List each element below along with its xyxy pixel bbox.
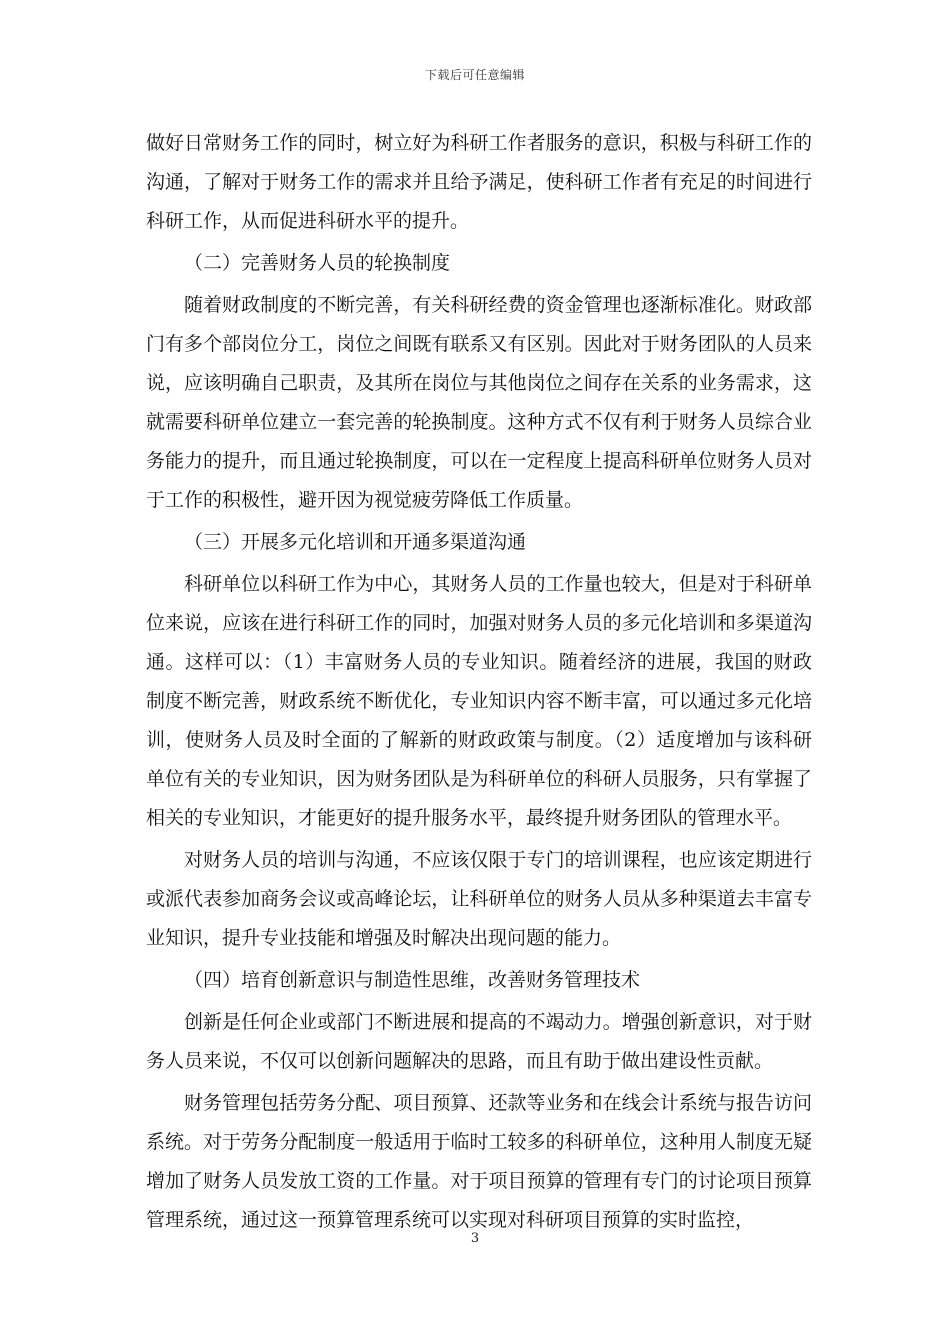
paragraph: 对财务人员的培训与沟通，不应该仅限于专门的培训课程，也应该定期进行或派代表参加商务会议或高峰论坛，让科研单位的财务人员从多种渠道去丰富专业知识，提升专业技能和增强及时解决出现问题的能力。: [146, 849, 812, 949]
page-number: 3: [470, 1231, 480, 1246]
section-heading-3: （三）开展多元化培训和开通多渠道沟通: [184, 531, 527, 553]
paragraph: 科研单位以科研工作为中心，其财务人员的工作量也较大，但是对于科研单位来说，应该在进行科研工作的同时，加强对财务人员的多元化培训和多渠道沟通。这样可以：（1）丰富财务人员的专业知识。随着经济的进展，我国的财政制度不断完善，财政系统不断优化，专业知识内容不断丰富，可以通过多元化培训，使财务人员及时全面的了解新的财政政策与制度。（2）适度增加与该科研单位有关的专业知识，因为财务团队是为科研单位的科研人员服务，只有掌握了相关的专业知识，才能更好的提升服务水平，最终提升财务团队的管理水平。: [146, 573, 812, 829]
section-heading-2: （二）完善财务人员的轮换制度: [184, 252, 451, 274]
paragraph: 创新是任何企业或部门不断进展和提高的不竭动力。增强创新意识，对于财务人员来说，不仅可以创新问题解决的思路，而且有助于做出建设性贡献。: [146, 1011, 812, 1072]
page-header: 下载后可任意编辑: [424, 68, 525, 82]
paragraph: 财务管理包括劳务分配、项目预算、还款等业务和在线会计系统与报告访问系统。对于劳务分配制度一般适用于临时工较多的科研单位，这种用人制度无疑增加了财务人员发放工资的工作量。对于项目预算的管理有专门的讨论项目预算管理系统，通过这一预算管理系统可以实现对科研项目预算的实时监控，: [146, 1092, 812, 1231]
paragraph: 随着财政制度的不断完善，有关科研经费的资金管理也逐渐标准化。财政部门有多个部岗位分工，岗位之间既有联系又有区别。因此对于财务团队的人员来说，应该明确自己职责，及其所在岗位与其他岗位之间存在关系的业务需求，这就需要科研单位建立一套完善的轮换制度。这种方式不仅有利于财务人员综合业务能力的提升，而且通过轮换制度，可以在一定程度上提高科研单位财务人员对于工作的积极性，避开因为视觉疲劳降低工作质量。: [146, 294, 812, 511]
paragraph-continued: 做好日常财务工作的同时，树立好为科研工作者服务的意识，积极与科研工作的沟通，了解对于财务工作的需求并且给予满足，使科研工作者有充足的时间进行科研工作，从而促进科研水平的提升。: [146, 132, 812, 232]
section-heading-4: （四）培育创新意识与制造性思维，改善财务管理技术: [184, 969, 641, 991]
document-body: [146, 124, 812, 1240]
